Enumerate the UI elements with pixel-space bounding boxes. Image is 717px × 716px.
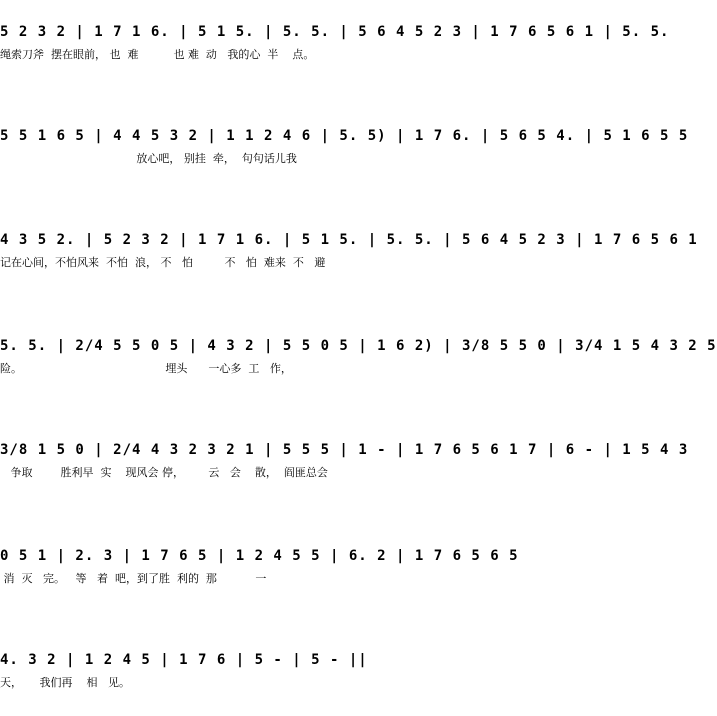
score-system-3 bbox=[0, 232, 698, 292]
notes-line: 5. 5. | 2/4 5 5 0 5 | 4 3 2 | 5 5 0 5 | 1 6 2) | 3/8 5 5 0 | 3/4 1 5 4 3 2 5 bbox=[0, 338, 717, 354]
score-system-2 bbox=[0, 128, 689, 188]
lyrics-line: 记在心间，不怕风来 不怕 浪， 不 怕 不 怕 难来 不 避 bbox=[0, 256, 326, 269]
notes-line: 4. 3 2 | 1 2 4 5 | 1 7 6 | 5 - | 5 - || bbox=[0, 652, 368, 668]
score-system-4 bbox=[0, 338, 717, 398]
score-system-7 bbox=[0, 652, 600, 712]
notes-line: 4 3 5 2. | 5 2 3 2 | 1 7 1 6. | 5 1 5. | 5. 5. | 5 6 4 5 2 3 | 1 7 6 5 6 1 bbox=[0, 232, 698, 248]
notes-line: 5 5 1 6 5 | 4 4 5 3 2 | 1 1 2 4 6 | 5. 5) | 1 7 6. | 5 6 5 4. | 5 1 6 5 5 bbox=[0, 128, 689, 144]
notes-line: 0 5 1 | 2. 3 | 1 7 6 5 | 1 2 4 5 5 | 6. 2 | 1 7 6 5 6 5 bbox=[0, 548, 519, 564]
lyrics-line: 消 灭 完。 等 着 吧，到了胜 利的 那 一 bbox=[0, 572, 267, 585]
lyrics-line: 争取 胜利早 实 现风会 停， 云 会 散， 阎匪总会 bbox=[0, 466, 328, 479]
lyrics-line: 绳索刀斧 摆在眼前， 也 难 也 难 动 我的心 半 点。 bbox=[0, 48, 315, 61]
score-system-6 bbox=[0, 548, 600, 608]
notes-line: 5 2 3 2 | 1 7 1 6. | 5 1 5. | 5. 5. | 5 6 4 5 2 3 | 1 7 6 5 6 1 | 5. 5. bbox=[0, 24, 670, 40]
score-system-1 bbox=[0, 24, 670, 84]
lyrics-line: 险。 埋头 一心多 工 作， bbox=[0, 362, 292, 375]
notes-line: 3/8 1 5 0 | 2/4 4 3 2 3 2 1 | 5 5 5 | 1 - | 1 7 6 5 6 1 7 | 6 - | 1 5 4 3 bbox=[0, 442, 689, 458]
lyrics-line: 放心吧， 别挂 牵， 句句话儿我 bbox=[0, 152, 297, 165]
score-system-5 bbox=[0, 442, 689, 502]
lyrics-line: 天， 我们再 相 见。 bbox=[0, 676, 130, 689]
